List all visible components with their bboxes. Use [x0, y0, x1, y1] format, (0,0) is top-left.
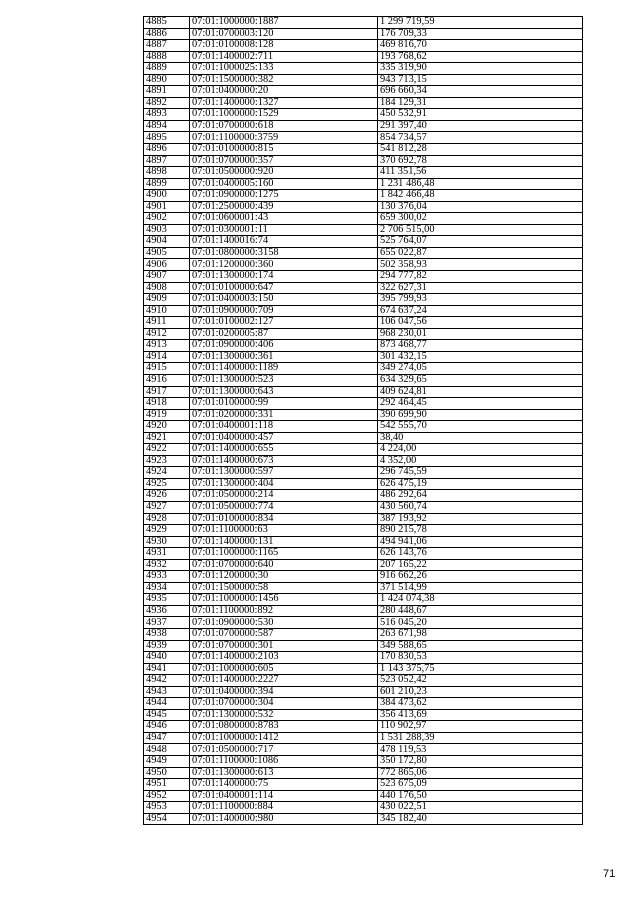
value-cell: 184 129,31: [378, 97, 583, 109]
row-number-cell: 4901: [144, 201, 190, 213]
table-row: [144, 490, 583, 502]
value-cell: 430 560,74: [378, 501, 583, 513]
table-row: [144, 144, 583, 156]
cadastral-number-cell: 07:01:0900000:406: [190, 340, 378, 352]
row-number-cell: 4898: [144, 167, 190, 179]
table-row: [144, 767, 583, 779]
table-row: [144, 663, 583, 675]
cadastral-number-cell: 07:01:1200000:360: [190, 259, 378, 271]
value-cell: 130 376,04: [378, 201, 583, 213]
cadastral-number-cell: 07:01:0800000:3158: [190, 247, 378, 259]
table-row: [144, 525, 583, 537]
row-number-cell: 4947: [144, 732, 190, 744]
value-cell: 301 432,15: [378, 351, 583, 363]
table-row: [144, 201, 583, 213]
value-cell: 523 675,09: [378, 779, 583, 791]
table-row: [144, 247, 583, 259]
table-row: [144, 582, 583, 594]
row-number-cell: 4944: [144, 698, 190, 710]
table-row: [144, 409, 583, 421]
value-cell: 280 448,67: [378, 605, 583, 617]
table-row: [144, 709, 583, 721]
row-number-cell: 4907: [144, 271, 190, 283]
value-cell: 541 812,28: [378, 144, 583, 156]
table-row: [144, 628, 583, 640]
value-cell: 1 299 719,59: [378, 17, 583, 29]
row-number-cell: 4908: [144, 282, 190, 294]
row-number-cell: 4924: [144, 467, 190, 479]
value-cell: 1 531 288,39: [378, 732, 583, 744]
table-row: [144, 317, 583, 329]
row-number-cell: 4902: [144, 213, 190, 225]
table-row: [144, 97, 583, 109]
row-number-cell: 4917: [144, 386, 190, 398]
cadastral-number-cell: 07:01:1200000:30: [190, 571, 378, 583]
row-number-cell: 4934: [144, 582, 190, 594]
cadastral-number-cell: 07:01:1300000:613: [190, 767, 378, 779]
row-number-cell: 4889: [144, 63, 190, 75]
table-row: [144, 652, 583, 664]
table-row: [144, 432, 583, 444]
cadastral-number-cell: 07:01:0100002:127: [190, 317, 378, 329]
row-number-cell: 4916: [144, 374, 190, 386]
cadastral-number-cell: 07:01:0900000:530: [190, 617, 378, 629]
cadastral-number-cell: 07:01:1500000:58: [190, 582, 378, 594]
cadastral-number-cell: 07:01:1000000:1412: [190, 732, 378, 744]
table-row: [144, 548, 583, 560]
cadastral-number-cell: 07:01:0500000:214: [190, 490, 378, 502]
cadastral-number-cell: 07:01:0100000:815: [190, 144, 378, 156]
row-number-cell: 4888: [144, 51, 190, 63]
value-cell: 193 768,62: [378, 51, 583, 63]
table-row: [144, 351, 583, 363]
table-row: [144, 721, 583, 733]
table-row: [144, 421, 583, 433]
table-row: [144, 109, 583, 121]
value-cell: 349 588,65: [378, 640, 583, 652]
value-cell: 4 352,00: [378, 455, 583, 467]
table-row: [144, 340, 583, 352]
row-number-cell: 4904: [144, 236, 190, 248]
cadastral-number-cell: 07:01:2500000:439: [190, 201, 378, 213]
value-cell: 1 842 466,48: [378, 190, 583, 202]
cadastral-number-cell: 07:01:1500000:382: [190, 74, 378, 86]
row-number-cell: 4911: [144, 317, 190, 329]
cadastral-number-cell: 07:01:1400000:673: [190, 455, 378, 467]
value-cell: 1 231 486,48: [378, 178, 583, 190]
value-cell: 674 637,24: [378, 305, 583, 317]
cadastral-number-cell: 07:01:1100000:884: [190, 802, 378, 814]
row-number-cell: 4892: [144, 97, 190, 109]
value-cell: 494 941,06: [378, 536, 583, 548]
row-number-cell: 4900: [144, 190, 190, 202]
table-row: [144, 455, 583, 467]
row-number-cell: 4903: [144, 224, 190, 236]
page-number: 71: [603, 868, 616, 880]
value-cell: 430 022,51: [378, 802, 583, 814]
value-cell: 1 424 074,38: [378, 594, 583, 606]
table-row: [144, 559, 583, 571]
value-cell: 294 777,82: [378, 271, 583, 283]
row-number-cell: 4923: [144, 455, 190, 467]
value-cell: 542 555,70: [378, 421, 583, 433]
table-row: [144, 813, 583, 825]
value-cell: 502 358,93: [378, 259, 583, 271]
value-cell: 486 292,64: [378, 490, 583, 502]
cadastral-number-cell: 07:01:0400003:150: [190, 294, 378, 306]
value-cell: 450 532,91: [378, 109, 583, 121]
value-cell: 356 413,69: [378, 709, 583, 721]
table-row: [144, 271, 583, 283]
row-number-cell: 4896: [144, 144, 190, 156]
table-row: [144, 305, 583, 317]
cadastral-number-cell: 07:01:0900000:709: [190, 305, 378, 317]
row-number-cell: 4885: [144, 17, 190, 29]
row-number-cell: 4926: [144, 490, 190, 502]
row-number-cell: 4939: [144, 640, 190, 652]
cadastral-number-cell: 07:01:0200000:331: [190, 409, 378, 421]
table-row: [144, 386, 583, 398]
row-number-cell: 4890: [144, 74, 190, 86]
row-number-cell: 4909: [144, 294, 190, 306]
value-cell: 634 329,65: [378, 374, 583, 386]
row-number-cell: 4886: [144, 28, 190, 40]
table-row: [144, 28, 583, 40]
cadastral-number-cell: 07:01:1300000:643: [190, 386, 378, 398]
row-number-cell: 4922: [144, 444, 190, 456]
value-cell: 873 468,77: [378, 340, 583, 352]
cadastral-number-cell: 07:01:1400000:2227: [190, 675, 378, 687]
value-cell: 968 230,01: [378, 328, 583, 340]
value-cell: 322 627,31: [378, 282, 583, 294]
row-number-cell: 4932: [144, 559, 190, 571]
value-cell: 943 713,15: [378, 74, 583, 86]
cadastral-number-cell: 07:01:0800000:8783: [190, 721, 378, 733]
table-row: [144, 571, 583, 583]
row-number-cell: 4920: [144, 421, 190, 433]
cadastral-number-cell: 07:01:0400001:114: [190, 790, 378, 802]
cadastral-number-cell: 07:01:0700000:618: [190, 120, 378, 132]
cadastral-number-cell: 07:01:1400000:655: [190, 444, 378, 456]
value-cell: 4 224,00: [378, 444, 583, 456]
row-number-cell: 4948: [144, 744, 190, 756]
cadastral-number-cell: 07:01:0600001:43: [190, 213, 378, 225]
table-row: [144, 536, 583, 548]
value-cell: 409 624,81: [378, 386, 583, 398]
value-cell: 335 319,90: [378, 63, 583, 75]
value-cell: 626 475,19: [378, 478, 583, 490]
cadastral-number-cell: 07:01:1400000:75: [190, 779, 378, 791]
table-row: [144, 802, 583, 814]
row-number-cell: 4897: [144, 155, 190, 167]
cadastral-number-cell: 07:01:0200005:87: [190, 328, 378, 340]
cadastral-number-cell: 07:01:1100000:892: [190, 605, 378, 617]
cadastral-number-cell: 07:01:1000000:1529: [190, 109, 378, 121]
row-number-cell: 4912: [144, 328, 190, 340]
table-row: [144, 640, 583, 652]
row-number-cell: 4931: [144, 548, 190, 560]
row-number-cell: 4915: [144, 363, 190, 375]
cadastral-number-cell: 07:01:0400001:118: [190, 421, 378, 433]
value-cell: 478 119,53: [378, 744, 583, 756]
cadastral-number-cell: 07:01:0400000:457: [190, 432, 378, 444]
table-row: [144, 213, 583, 225]
table-row: [144, 155, 583, 167]
row-number-cell: 4940: [144, 652, 190, 664]
cadastral-number-cell: 07:01:1300000:532: [190, 709, 378, 721]
table-row: [144, 605, 583, 617]
cadastral-number-cell: 07:01:0700003:120: [190, 28, 378, 40]
value-cell: 38,40: [378, 432, 583, 444]
row-number-cell: 4942: [144, 675, 190, 687]
value-cell: 395 799,93: [378, 294, 583, 306]
value-cell: 655 022,87: [378, 247, 583, 259]
row-number-cell: 4887: [144, 40, 190, 52]
cadastral-number-cell: 07:01:0700000:304: [190, 698, 378, 710]
table-row: [144, 675, 583, 687]
table-row: [144, 756, 583, 768]
table-row: [144, 51, 583, 63]
table-row: [144, 17, 583, 29]
cadastral-number-cell: 07:01:0700000:357: [190, 155, 378, 167]
row-number-cell: 4895: [144, 132, 190, 144]
table-row: [144, 467, 583, 479]
cadastral-number-cell: 07:01:1300000:597: [190, 467, 378, 479]
value-cell: 916 662,26: [378, 571, 583, 583]
cadastral-number-cell: 07:01:1300000:361: [190, 351, 378, 363]
value-cell: 772 865,06: [378, 767, 583, 779]
table-row: [144, 478, 583, 490]
value-cell: 370 692,78: [378, 155, 583, 167]
cadastral-number-cell: 07:01:0400005:160: [190, 178, 378, 190]
cadastral-number-cell: 07:01:1400000:1189: [190, 363, 378, 375]
row-number-cell: 4943: [144, 686, 190, 698]
table-row: [144, 686, 583, 698]
row-number-cell: 4933: [144, 571, 190, 583]
table-row: [144, 732, 583, 744]
value-cell: 390 699,90: [378, 409, 583, 421]
value-cell: 1 143 375,75: [378, 663, 583, 675]
table-row: [144, 698, 583, 710]
cadastral-number-cell: 07:01:0100008:128: [190, 40, 378, 52]
cadastral-number-cell: 07:01:1400002:711: [190, 51, 378, 63]
cadastral-number-cell: 07:01:0500000:717: [190, 744, 378, 756]
cadastral-number-cell: 07:01:1300000:404: [190, 478, 378, 490]
table-row: [144, 132, 583, 144]
row-number-cell: 4929: [144, 525, 190, 537]
value-cell: 263 671,98: [378, 628, 583, 640]
table-row: [144, 190, 583, 202]
value-cell: 523 052,42: [378, 675, 583, 687]
table-row: [144, 294, 583, 306]
cadastral-number-cell: 07:01:0900000:1275: [190, 190, 378, 202]
value-cell: 345 182,40: [378, 813, 583, 825]
cadastral-number-cell: 07:01:0400000:20: [190, 86, 378, 98]
cadastral-number-cell: 07:01:1300000:174: [190, 271, 378, 283]
cadastral-number-cell: 07:01:1000000:1887: [190, 17, 378, 29]
value-cell: 525 764,07: [378, 236, 583, 248]
value-cell: 350 172,80: [378, 756, 583, 768]
table-row: [144, 120, 583, 132]
row-number-cell: 4954: [144, 813, 190, 825]
row-number-cell: 4953: [144, 802, 190, 814]
row-number-cell: 4930: [144, 536, 190, 548]
row-number-cell: 4936: [144, 605, 190, 617]
table-row: [144, 63, 583, 75]
cadastral-number-cell: 07:01:1000000:605: [190, 663, 378, 675]
value-cell: 110 902,97: [378, 721, 583, 733]
table-row: [144, 74, 583, 86]
value-cell: 516 045,20: [378, 617, 583, 629]
cadastral-number-cell: 07:01:1000000:1165: [190, 548, 378, 560]
cadastral-number-cell: 07:01:1400000:2103: [190, 652, 378, 664]
cadastral-number-cell: 07:01:1400000:131: [190, 536, 378, 548]
row-number-cell: 4937: [144, 617, 190, 629]
cadastral-value-table: [143, 16, 583, 825]
cadastral-number-cell: 07:01:0100000:647: [190, 282, 378, 294]
row-number-cell: 4935: [144, 594, 190, 606]
value-cell: 2 706 515,00: [378, 224, 583, 236]
table-row: [144, 328, 583, 340]
row-number-cell: 4946: [144, 721, 190, 733]
table-row: [144, 444, 583, 456]
row-number-cell: 4921: [144, 432, 190, 444]
value-cell: 296 745,59: [378, 467, 583, 479]
row-number-cell: 4949: [144, 756, 190, 768]
table-row: [144, 594, 583, 606]
value-cell: 601 210,23: [378, 686, 583, 698]
table-row: [144, 363, 583, 375]
value-cell: 291 397,40: [378, 120, 583, 132]
value-cell: 469 816,70: [378, 40, 583, 52]
cadastral-number-cell: 07:01:0500000:920: [190, 167, 378, 179]
row-number-cell: 4919: [144, 409, 190, 421]
value-cell: 349 274,05: [378, 363, 583, 375]
row-number-cell: 4945: [144, 709, 190, 721]
table-row: [144, 259, 583, 271]
row-number-cell: 4925: [144, 478, 190, 490]
table-row: [144, 617, 583, 629]
row-number-cell: 4893: [144, 109, 190, 121]
row-number-cell: 4938: [144, 628, 190, 640]
cadastral-number-cell: 07:01:0100000:834: [190, 513, 378, 525]
row-number-cell: 4899: [144, 178, 190, 190]
table-row: [144, 513, 583, 525]
row-number-cell: 4905: [144, 247, 190, 259]
cadastral-number-cell: 07:01:1300000:523: [190, 374, 378, 386]
value-cell: 106 047,56: [378, 317, 583, 329]
value-cell: 890 215,78: [378, 525, 583, 537]
table-row: [144, 178, 583, 190]
row-number-cell: 4950: [144, 767, 190, 779]
cadastral-number-cell: 07:01:0700000:301: [190, 640, 378, 652]
table-row: [144, 282, 583, 294]
cadastral-number-cell: 07:01:0300001:11: [190, 224, 378, 236]
cadastral-number-cell: 07:01:0700000:587: [190, 628, 378, 640]
row-number-cell: 4914: [144, 351, 190, 363]
cadastral-number-cell: 07:01:1400016:74: [190, 236, 378, 248]
value-cell: 170 830,53: [378, 652, 583, 664]
row-number-cell: 4894: [144, 120, 190, 132]
table-row: [144, 790, 583, 802]
value-cell: 387 193,92: [378, 513, 583, 525]
value-cell: 626 143,76: [378, 548, 583, 560]
value-cell: 384 473,62: [378, 698, 583, 710]
cadastral-number-cell: 07:01:1100000:1086: [190, 756, 378, 768]
row-number-cell: 4951: [144, 779, 190, 791]
table-row: [144, 167, 583, 179]
cadastral-number-cell: 07:01:1100000:3759: [190, 132, 378, 144]
value-cell: 207 165,22: [378, 559, 583, 571]
row-number-cell: 4906: [144, 259, 190, 271]
value-cell: 696 660,34: [378, 86, 583, 98]
row-number-cell: 4910: [144, 305, 190, 317]
row-number-cell: 4913: [144, 340, 190, 352]
row-number-cell: 4928: [144, 513, 190, 525]
table-row: [144, 236, 583, 248]
row-number-cell: 4918: [144, 398, 190, 410]
value-cell: 659 300,02: [378, 213, 583, 225]
value-cell: 292 464,45: [378, 398, 583, 410]
cadastral-number-cell: 07:01:1400000:1327: [190, 97, 378, 109]
cadastral-number-cell: 07:01:0700000:640: [190, 559, 378, 571]
value-cell: 371 514,99: [378, 582, 583, 594]
table-row: [144, 224, 583, 236]
value-cell: 854 734,57: [378, 132, 583, 144]
row-number-cell: 4941: [144, 663, 190, 675]
table-row: [144, 398, 583, 410]
value-cell: 176 709,33: [378, 28, 583, 40]
table-row: [144, 779, 583, 791]
table-row: [144, 86, 583, 98]
table-row: [144, 744, 583, 756]
table-row: [144, 374, 583, 386]
cadastral-number-cell: 07:01:1000025:133: [190, 63, 378, 75]
value-cell: 440 176,50: [378, 790, 583, 802]
cadastral-number-cell: 07:01:0500000:774: [190, 501, 378, 513]
cadastral-number-cell: 07:01:0100000:99: [190, 398, 378, 410]
row-number-cell: 4891: [144, 86, 190, 98]
table-row: [144, 40, 583, 52]
value-cell: 411 351,56: [378, 167, 583, 179]
row-number-cell: 4927: [144, 501, 190, 513]
cadastral-number-cell: 07:01:1100000:63: [190, 525, 378, 537]
cadastral-number-cell: 07:01:0400000:394: [190, 686, 378, 698]
table-row: [144, 501, 583, 513]
cadastral-number-cell: 07:01:1400000:980: [190, 813, 378, 825]
table-body: [144, 17, 583, 825]
cadastral-number-cell: 07:01:1000000:1456: [190, 594, 378, 606]
row-number-cell: 4952: [144, 790, 190, 802]
